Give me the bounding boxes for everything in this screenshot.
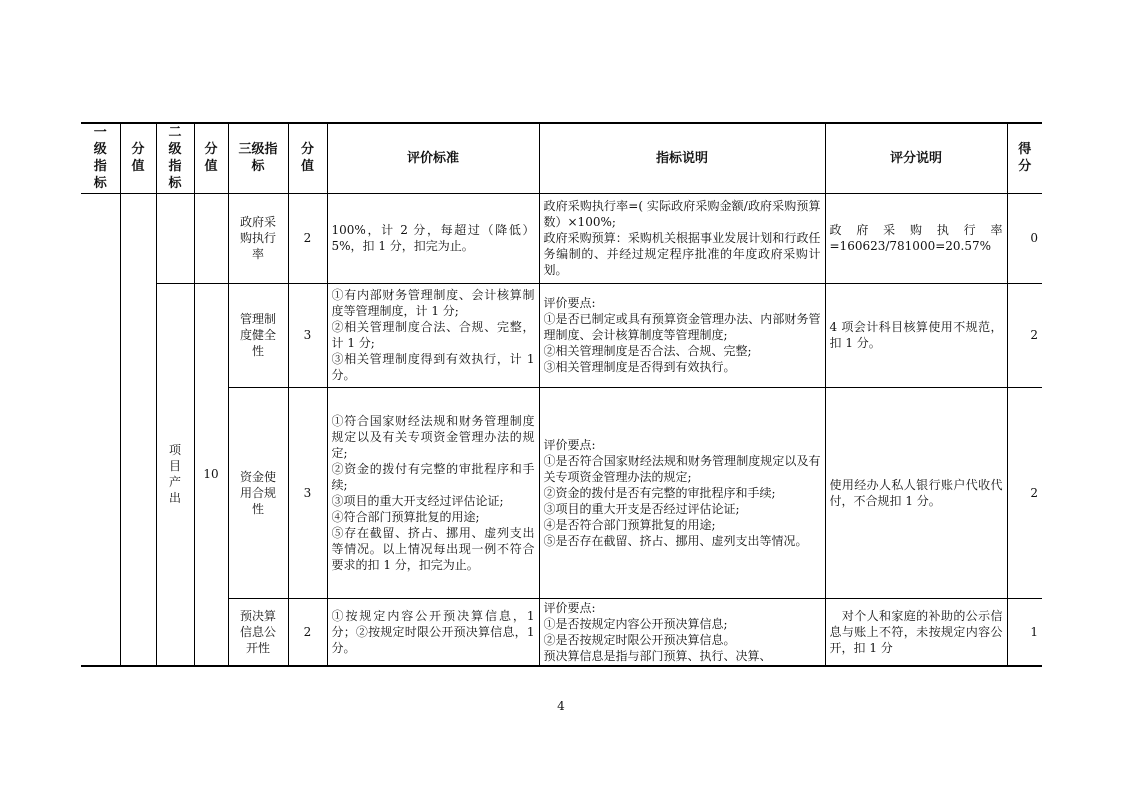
evaluation-table — [81, 122, 1042, 667]
score1-cell — [120, 193, 156, 666]
description-cell: 政府采购执行率=( 实际政府采购金额/政府采购预算数）×100%; 政府采购预算：采购机关根据事业发展计划和行政任务编制的、并经过规定程序批准的年度政府采购计划。 — [539, 193, 825, 283]
header-level2: 二 级 指 标 — [156, 123, 194, 193]
obtained-cell: 1 — [1007, 598, 1042, 666]
level2-cell-empty — [156, 193, 194, 283]
level1-cell — [81, 193, 120, 666]
criteria-cell: ①有内部财务管理制度、会计核算制度等管理制度，计 1 分; ②相关管理制度合法、合规、完整，计 1 分; ③相关管理制度得到有效执行，计 1 分。 — [327, 283, 539, 387]
scoring-note-cell: 对个人和家庭的补助的公示信息与账上不符，未按规定内容公开，扣 1 分 — [825, 598, 1007, 666]
obtained-cell: 2 — [1007, 283, 1042, 387]
score2-cell-empty — [194, 193, 228, 283]
table-row — [81, 193, 1042, 283]
header-scoring-note: 评分说明 — [825, 123, 1007, 193]
scoring-note-cell: 使用经办人私人银行账户代收代付，不合规扣 1 分。 — [825, 387, 1007, 598]
level3-cell: 预决算 信息公 开性 — [228, 598, 288, 666]
header-description: 指标说明 — [539, 123, 825, 193]
description-cell: 评价要点: ①是否已制定或具有预算资金管理办法、内部财务管理制度、会计核算制度等管理制度; ②相关管理制度是否合法、合规、完整; ③相关管理制度是否得到有效执行。 — [539, 283, 825, 387]
score3-cell: 2 — [288, 598, 327, 666]
header-score1: 分 值 — [120, 123, 156, 193]
score3-cell: 3 — [288, 283, 327, 387]
score3-cell: 3 — [288, 387, 327, 598]
page-number: 4 — [557, 699, 565, 713]
obtained-cell: 0 — [1007, 193, 1042, 283]
header-score2: 分 值 — [194, 123, 228, 193]
level2-cell: 项 目 产 出 — [156, 283, 194, 666]
criteria-cell: ①按规定内容公开预决算信息，1 分；②按规定时限公开预决算信息，1 分。 — [327, 598, 539, 666]
obtained-cell: 2 — [1007, 387, 1042, 598]
header-level3: 三级指 标 — [228, 123, 288, 193]
scoring-note-cell: 4 项会计科目核算使用不规范，扣 1 分。 — [825, 283, 1007, 387]
header-score3: 分 值 — [288, 123, 327, 193]
level3-cell: 资金使 用合规 性 — [228, 387, 288, 598]
header-level1: 一 级 指 标 — [81, 123, 120, 193]
description-cell: 评价要点: ①是否符合国家财经法规和财务管理制度规定以及有关专项资金管理办法的规定; ②资金的拨付是否有完整的审批程序和手续; ③项目的重大开支是否经过评估论证; ④是否符合部门预算批复的用途; ⑤是否存在截留、挤占、挪用、虚列支出等情况。 — [539, 387, 825, 598]
level3-cell: 政府采 购执行 率 — [228, 193, 288, 283]
header-criteria: 评价标准 — [327, 123, 539, 193]
table-row — [81, 283, 1042, 387]
score3-cell: 2 — [288, 193, 327, 283]
description-cell: 评价要点: ①是否按规定内容公开预决算信息; ②是否按规定时限公开预决算信息。 预决算信息是指与部门预算、执行、决算、 — [539, 598, 825, 666]
criteria-cell: 100%，计 2 分，每超过（降低）5%，扣 1 分，扣完为止。 — [327, 193, 539, 283]
header-obtained: 得 分 — [1007, 123, 1042, 193]
header-row — [81, 123, 1042, 193]
scoring-note-cell: 政 府 采 购 执 行 率 =160623/781000=20.57% — [825, 193, 1007, 283]
level3-cell: 管理制 度健全 性 — [228, 283, 288, 387]
criteria-cell: ①符合国家财经法规和财务管理制度规定以及有关专项资金管理办法的规定; ②资金的拨付有完整的审批程序和手续; ③项目的重大开支经过评估论证; ④符合部门预算批复的用途; ⑤存在截留、挤占、挪用、虚列支出等情况。以上情况每出现一例不符合要求的扣 1 分，扣完为止。 — [327, 387, 539, 598]
score2-cell: 10 — [194, 283, 228, 666]
